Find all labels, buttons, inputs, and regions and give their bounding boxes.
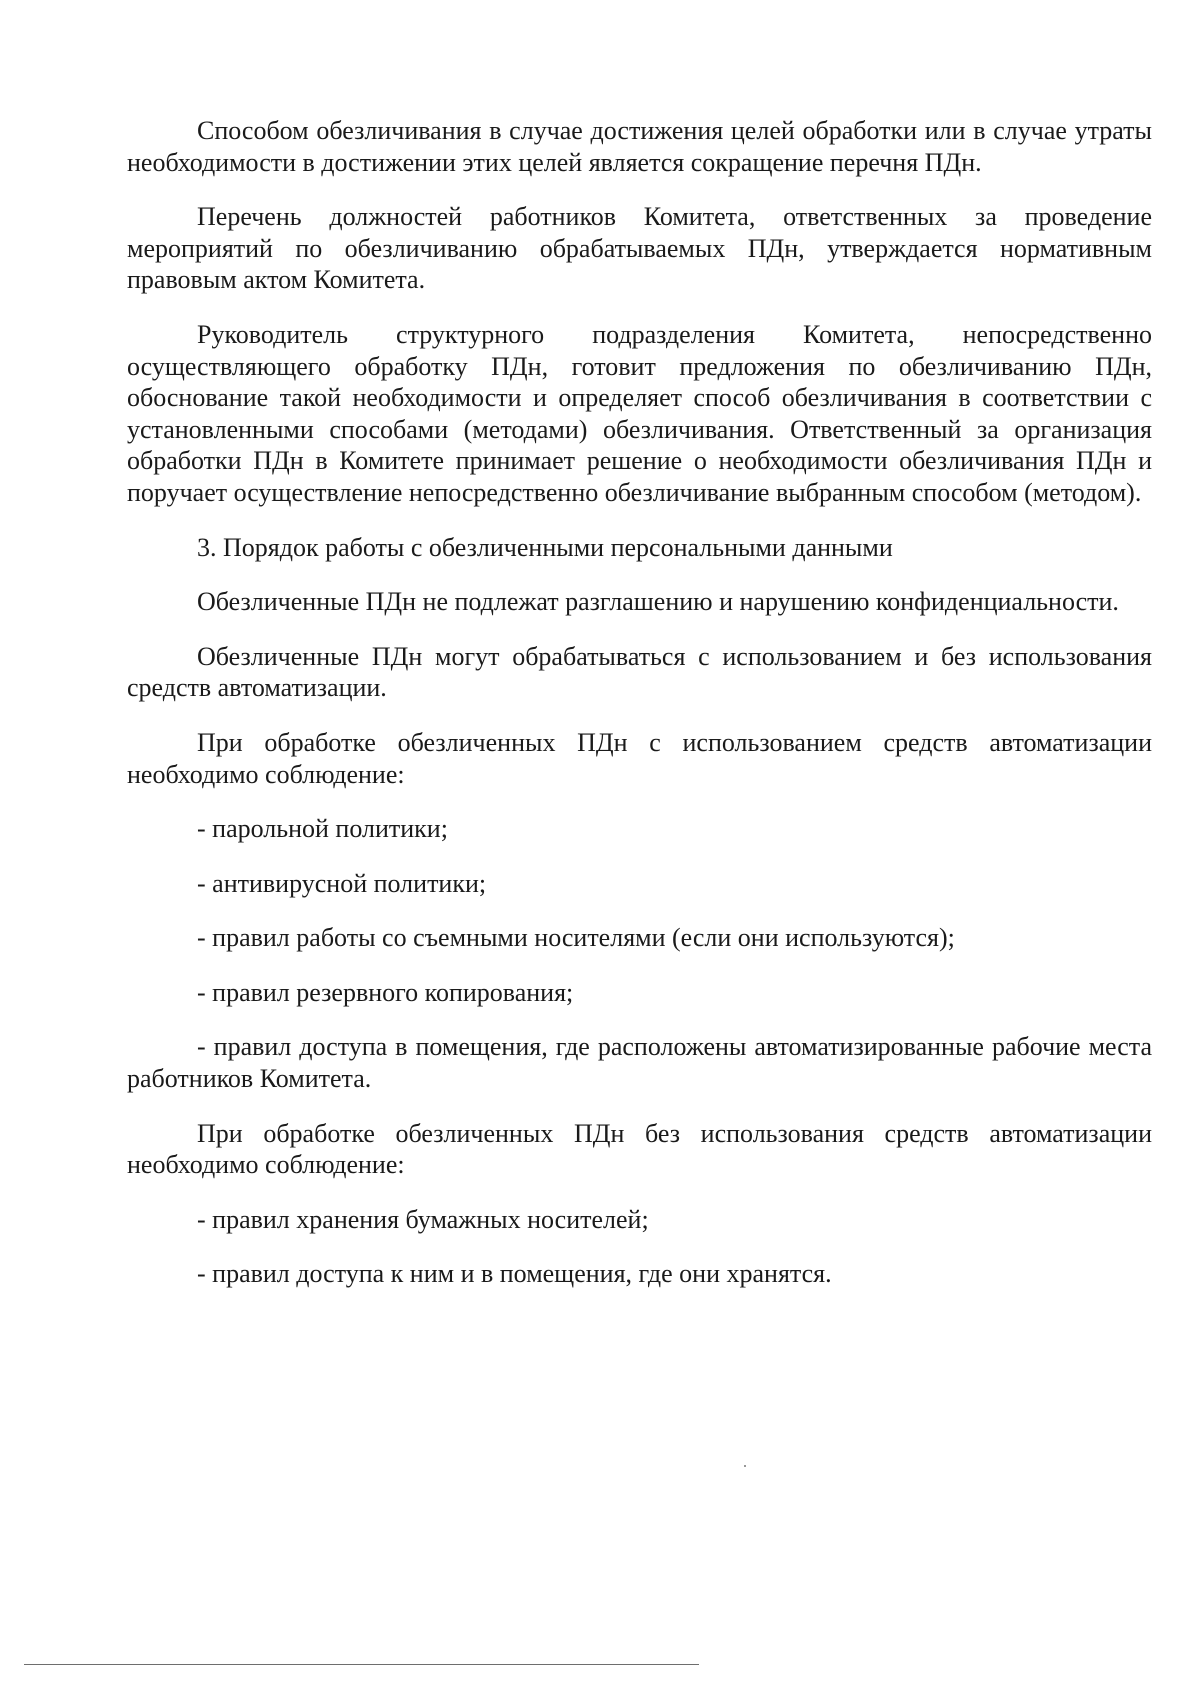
section-heading-3: 3. Порядок работы с обезличенными персональными данными	[197, 532, 893, 562]
list-item-paper-storage: - правил хранения бумажных носителей;	[197, 1204, 649, 1234]
paragraph-confidentiality: Обезличенные ПДн не подлежат разглашению и нарушению конфиденциальности.	[197, 587, 1119, 617]
paragraph-unit-head-duties: Руководитель структурного подразделения Комитета, непосредственно осуществляющего обработку ПДн, готовит предложения по обезличиванию ПДн, обоснование такой необходимости и определяет способ обезличивания в соответствии с установленными способами (методами) обезличивания. Ответственный за организация обработки ПДн в Комитете принимает решение о необходимости обезличивания ПДн и поручает осуществление непосредственно обезличивание выбранным способом (методом).	[127, 319, 1152, 507]
bottom-scan-line	[24, 1664, 699, 1665]
list-item-storage-access: - правил доступа к ним и в помещения, где они хранятся.	[197, 1259, 832, 1289]
list-item-removable-media: - правил работы со съемными носителями (если они используются);	[197, 923, 955, 953]
paragraph-depersonalization-method: Способом обезличивания в случае достижения целей обработки или в случае утраты необходимости в достижении этих целей является сокращение перечня ПДн.	[127, 116, 1152, 177]
paragraph-processing-modes: Обезличенные ПДн могут обрабатываться с использованием и без использования средств автоматизации.	[127, 641, 1152, 703]
paragraph-responsible-positions: Перечень должностей работников Комитета, ответственных за проведение мероприятий по обезличиванию обрабатываемых ПДн, утверждается нормативным правовым актом Комитета.	[127, 202, 1152, 295]
list-item-workplace-access: - правил доступа в помещения, где расположены автоматизированные рабочие места работников Комитета.	[127, 1032, 1152, 1094]
list-item-password-policy: - парольной политики;	[197, 814, 448, 844]
paragraph-manual-requirements: При обработке обезличенных ПДн без использования средств автоматизации необходимо соблюдение:	[127, 1118, 1152, 1180]
scan-speck	[744, 1465, 746, 1467]
list-item-antivirus-policy: - антивирусной политики;	[197, 868, 487, 898]
document-body	[127, 115, 1152, 1313]
paragraph-automated-requirements: При обработке обезличенных ПДн с использованием средств автоматизации необходимо соблюдение:	[127, 727, 1152, 789]
list-item-backup-rules: - правил резервного копирования;	[197, 977, 574, 1007]
